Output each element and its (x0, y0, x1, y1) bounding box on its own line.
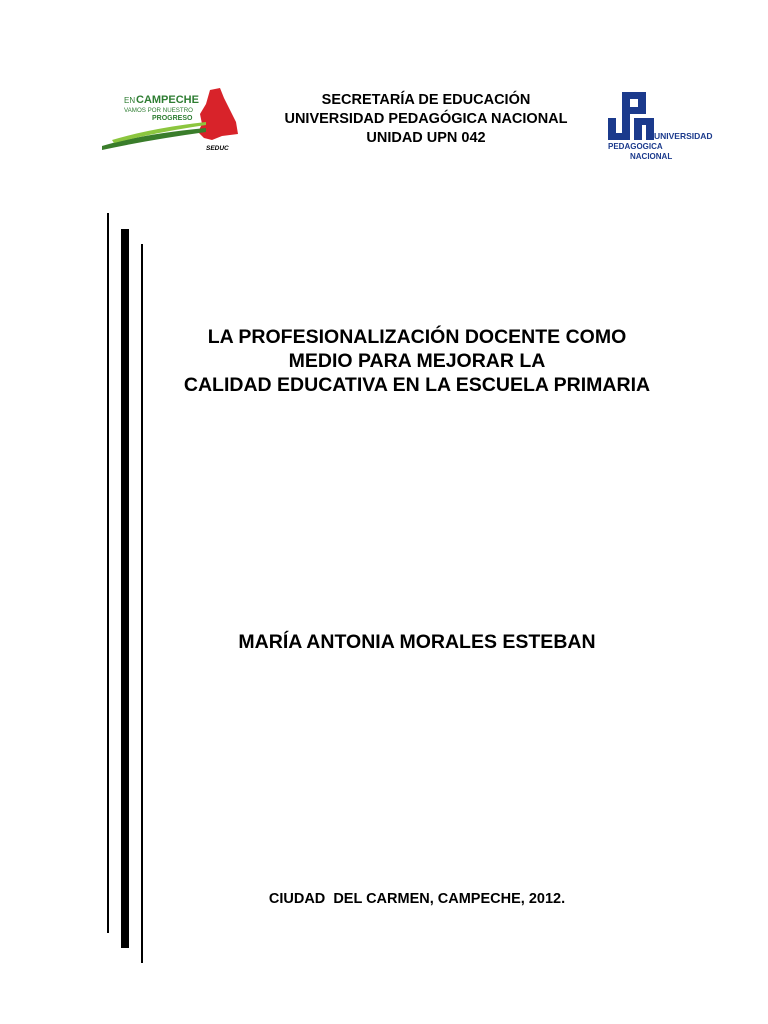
decorative-line-thin-left (107, 213, 109, 933)
title-line-1: LA PROFESIONALIZACIÓN DOCENTE COMO (207, 326, 627, 348)
upn-monogram-icon (608, 92, 654, 140)
campeche-seduc-logo (102, 88, 240, 156)
upn-text-universidad: UNIVERSIDAD (654, 131, 713, 141)
logo-text-en: EN (124, 96, 136, 105)
upn-text-nacional: NACIONAL (630, 152, 673, 161)
title-line-3: CALIDAD EDUCATIVA EN LA ESCUELA PRIMARIA (183, 374, 651, 396)
logo-text-campeche: CAMPECHE (136, 94, 199, 106)
title-line-2: MEDIO PARA MEJORAR LA (288, 350, 546, 372)
header-line-secretaria: SECRETARÍA DE EDUCACIÓN (321, 92, 531, 108)
upn-text-pedagogica: PEDAGOGICA (608, 142, 663, 151)
place-date: CIUDAD DEL CARMEN, CAMPECHE, 2012. (268, 891, 566, 907)
decorative-line-thin-right (141, 244, 143, 963)
logo-text-seduc: SEDUC (206, 145, 229, 152)
decorative-line-thick (121, 229, 129, 948)
upn-logo (606, 92, 713, 164)
logo-text-tagline1: VAMOS POR NUESTRO (124, 107, 193, 114)
author-name: MARÍA ANTONIA MORALES ESTEBAN (238, 631, 596, 653)
institution-header (250, 91, 602, 148)
thesis-title (150, 325, 684, 397)
logo-text-tagline2: PROGRESO (152, 115, 193, 122)
header-line-universidad: UNIVERSIDAD PEDAGÓGICA NACIONAL (284, 111, 568, 127)
header-line-unidad: UNIDAD UPN 042 (366, 130, 486, 146)
